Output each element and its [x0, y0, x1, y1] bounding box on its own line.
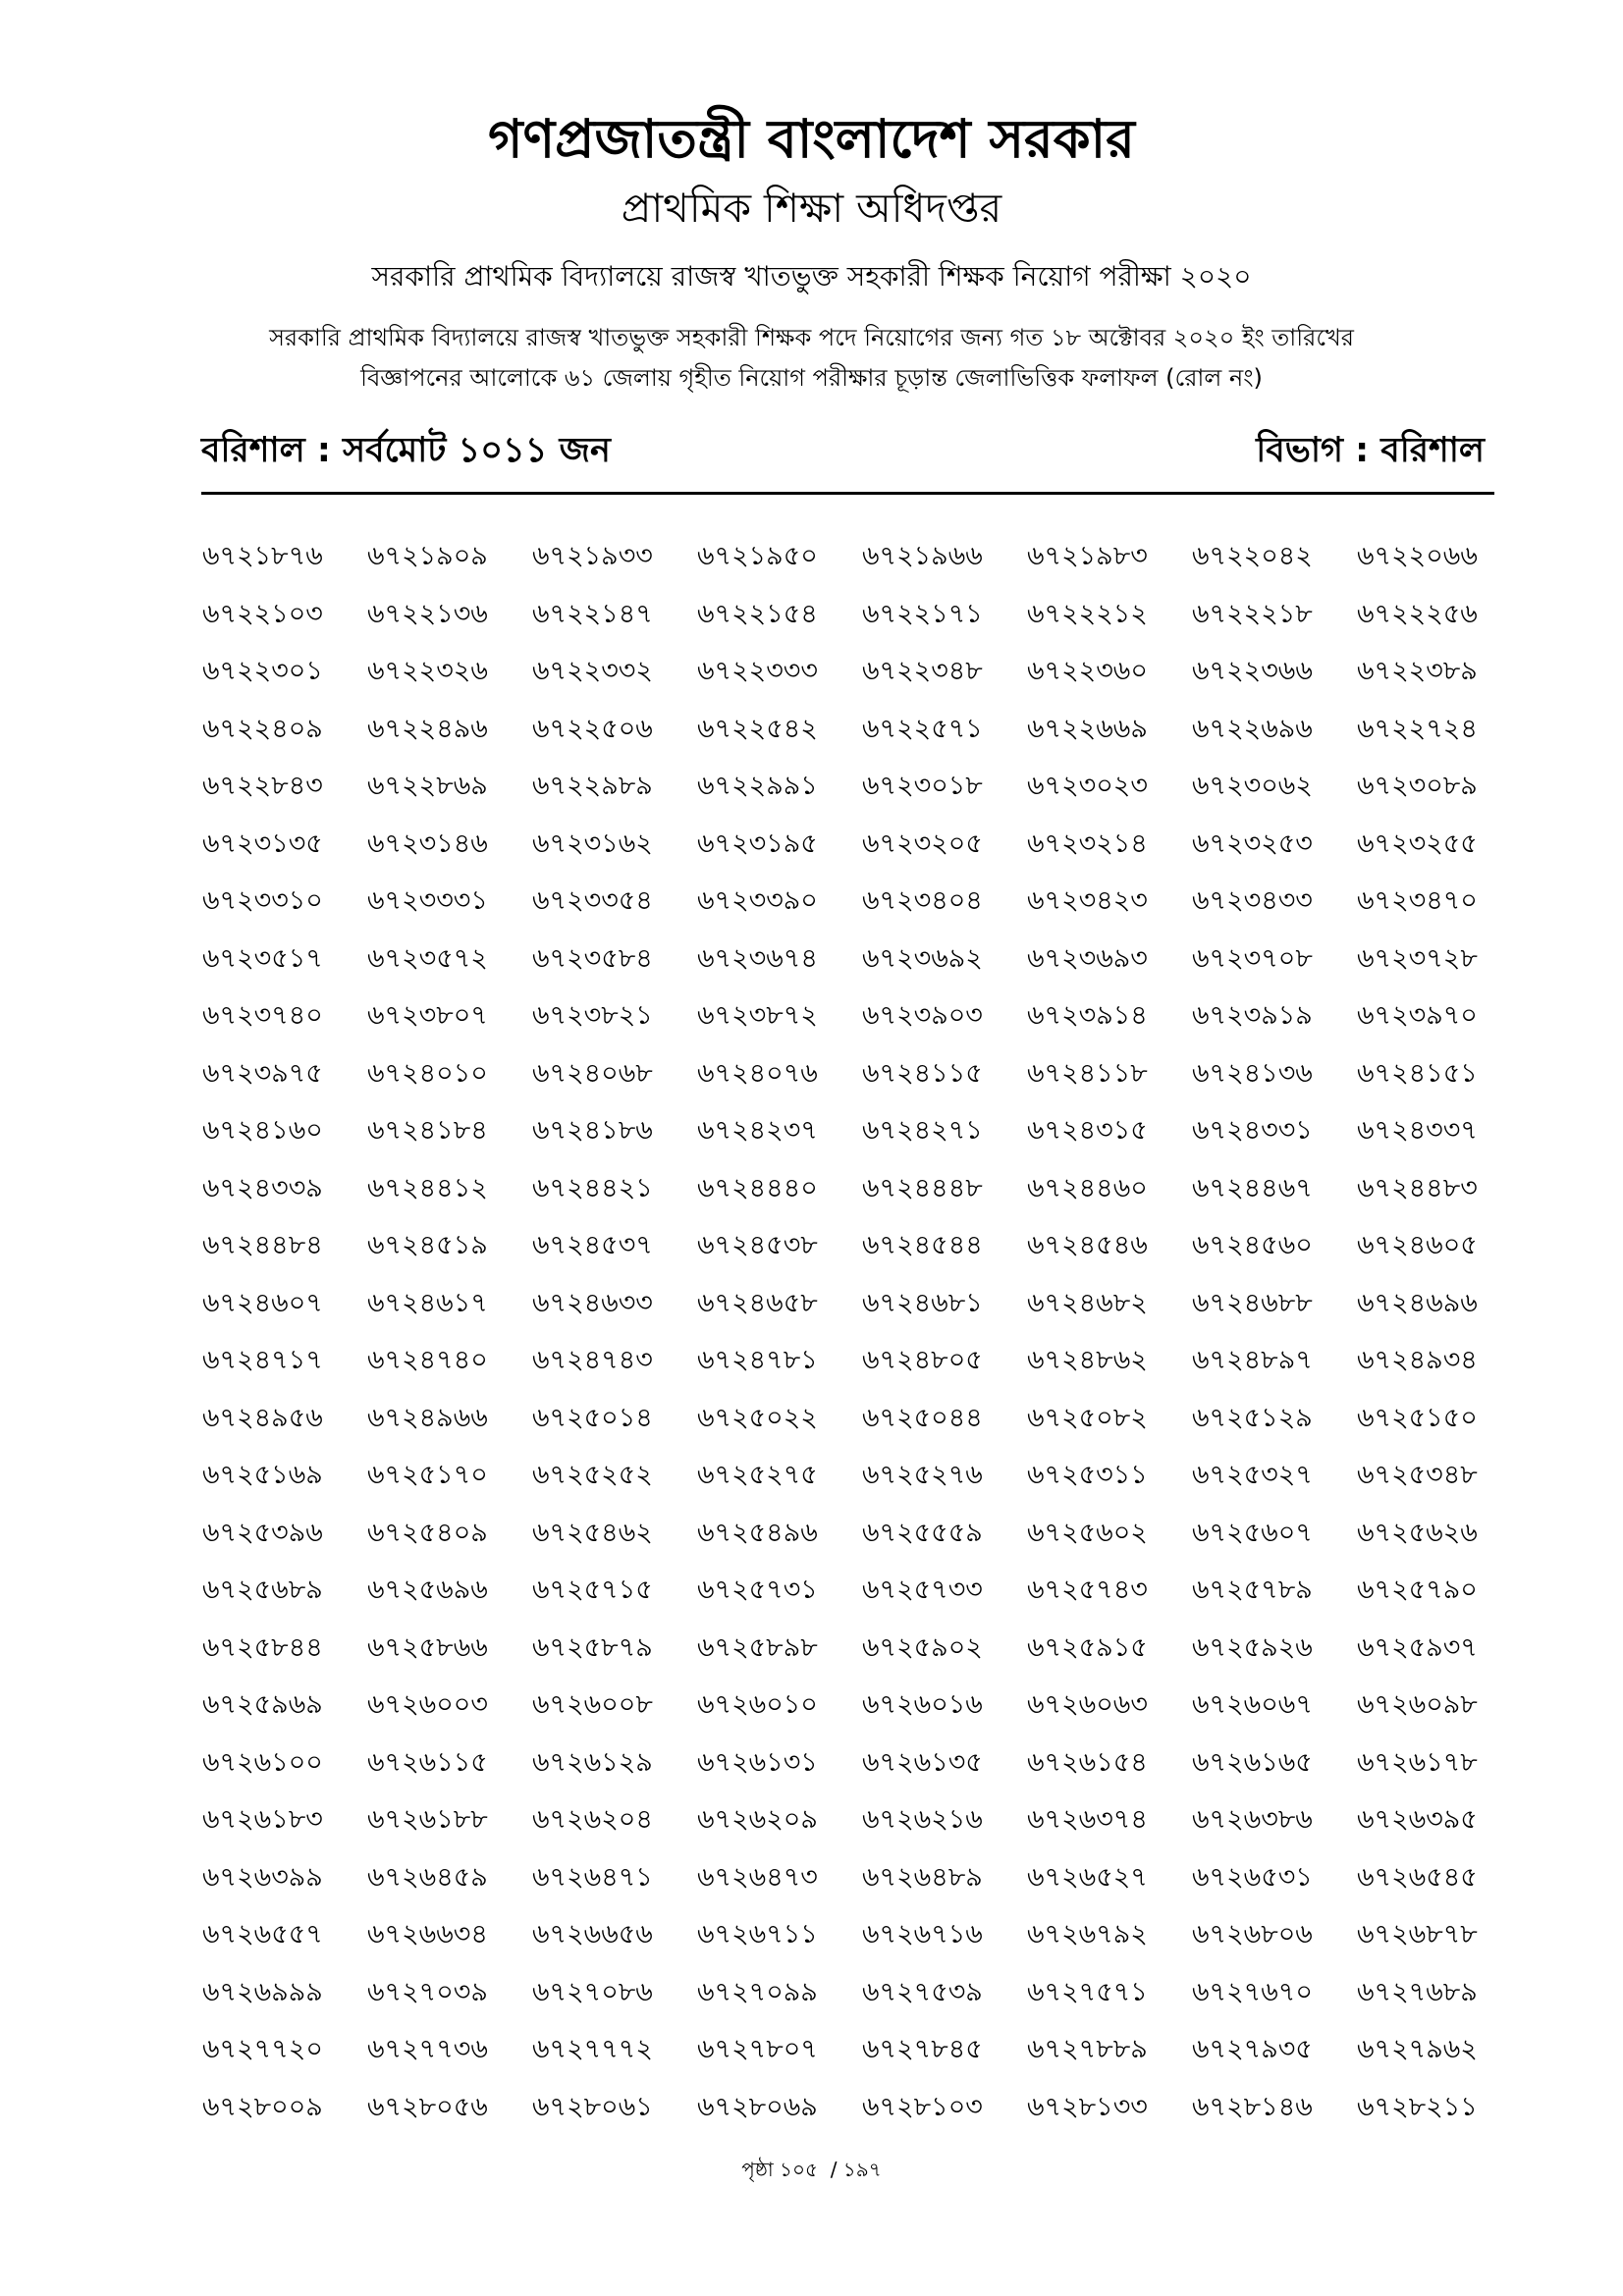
roll-number: ৬৭২৬০০৩	[367, 1689, 488, 1720]
roll-number: ৬৭২৬৪৫৯	[367, 1861, 488, 1893]
roll-number: ৬৭২৬৮৭৮	[1357, 1919, 1478, 1949]
roll-number: ৬৭২৩৫১৭	[202, 942, 323, 974]
roll-row	[202, 1620, 1522, 1678]
roll-number: ৬৭২৬৫৫৭	[202, 1919, 323, 1949]
roll-number: ৬৭২৫৯০২	[862, 1631, 983, 1663]
roll-number: ৬৭২২৩৮৯	[1357, 656, 1478, 686]
roll-number: ৬৭২৮১৪৬	[1192, 2091, 1313, 2122]
roll-row	[202, 1505, 1522, 1563]
roll-number: ৬৭২৬১৩৫	[862, 1746, 983, 1778]
roll-number: ৬৭২২৯৮৯	[532, 771, 653, 801]
roll-number: ৬৭২৫৬২৬	[1357, 1517, 1478, 1548]
roll-number: ৬৭২৩৫৭২	[367, 942, 488, 974]
roll-number: ৬৭২২২১৮	[1192, 598, 1313, 629]
roll-number: ৬৭২২৭২৪	[1357, 713, 1478, 744]
roll-number: ৬৭২৫৮৭৯	[532, 1631, 653, 1663]
roll-number: ৬৭২৩১৩৫	[202, 828, 323, 859]
roll-number: ৬৭২৫১৫০	[1357, 1402, 1478, 1433]
roll-number: ৬৭২১৮৭৬	[202, 541, 323, 571]
roll-number: ৬৭২৬৫৩১	[1192, 1861, 1313, 1893]
roll-number: ৬৭২৪১১৮	[1027, 1057, 1148, 1089]
roll-row	[202, 1791, 1522, 1849]
roll-number: ৬৭২২৩৬৬	[1192, 656, 1313, 686]
roll-number: ৬৭২৪৩৩৯	[202, 1172, 323, 1203]
roll-number: ৬৭২৬৩৮৬	[1192, 1804, 1313, 1835]
roll-number: ৬৭২৫১৭০	[367, 1460, 488, 1490]
roll-number: ৬৭২৫৩৪৮	[1357, 1460, 1478, 1490]
roll-number: ৬৭২৩৭২৮	[1357, 942, 1478, 974]
roll-number: ৬৭২৪৪৬০	[1027, 1172, 1148, 1203]
roll-number: ৬৭২২৩৩৩	[697, 656, 818, 686]
roll-number: ৬৭২৭৯৬২	[1357, 2034, 1478, 2064]
roll-number: ৬৭২৪৬৫৮	[697, 1287, 818, 1318]
roll-number: ৬৭২৭০৮৬	[532, 1976, 653, 2007]
roll-number: ৬৭২৩৯৭০	[1357, 1000, 1478, 1031]
roll-number: ৬৭২৬৪৭১	[532, 1861, 653, 1893]
roll-number: ৬৭২৪১৮৬	[532, 1115, 653, 1146]
roll-number: ৬৭২১৯৬৬	[862, 541, 983, 571]
roll-number: ৬৭২৩৩৫৪	[532, 885, 653, 916]
roll-number: ৬৭২৫৭৮৯	[1192, 1575, 1313, 1605]
roll-number: ৬৭২৪৫৩৭	[532, 1230, 653, 1260]
roll-number: ৬৭২৩৬৯২	[862, 942, 983, 974]
roll-number: ৬৭২৪৪২১	[532, 1172, 653, 1203]
roll-number: ৬৭২৫৭৩১	[697, 1575, 818, 1605]
roll-number: ৬৭২৫৫৫৯	[862, 1517, 983, 1548]
roll-number: ৬৭২৩০৬২	[1192, 771, 1313, 801]
roll-row	[202, 2079, 1522, 2137]
roll-row	[202, 1562, 1522, 1620]
roll-number: ৬৭২৪৯৫৬	[202, 1402, 323, 1433]
roll-number: ৬৭২৫৭৪৩	[1027, 1575, 1148, 1605]
roll-number: ৬৭২৪৬১৭	[367, 1287, 488, 1318]
roll-number: ৬৭২৭৭৭২	[532, 2034, 653, 2064]
roll-number: ৬৭২২৩৪৮	[862, 656, 983, 686]
roll-row	[202, 931, 1522, 988]
roll-number: ৬৭২৬১৭৮	[1357, 1746, 1478, 1778]
roll-row	[202, 643, 1522, 701]
roll-number: ৬৭২৩৯৭৫	[202, 1057, 323, 1089]
roll-number: ৬৭২৬৬৫৬	[532, 1919, 653, 1949]
roll-number: ৬৭২২৬৯৬	[1192, 713, 1313, 744]
roll-number: ৬৭২৩০১৮	[862, 771, 983, 801]
roll-number: ৬৭২৭৭৩৬	[367, 2034, 488, 2064]
roll-number: ৬৭২৪৫৪৪	[862, 1230, 983, 1260]
roll-number: ৬৭২৬৩৯৫	[1357, 1804, 1478, 1835]
roll-row	[202, 1906, 1522, 1964]
roll-row	[202, 1390, 1522, 1448]
roll-number: ৬৭২৩৯১৪	[1027, 1000, 1148, 1031]
roll-number: ৬৭২৩৯১৯	[1192, 1000, 1313, 1031]
roll-number: ৬৭২৪৩১৫	[1027, 1115, 1148, 1146]
roll-number: ৬৭২৪৭১৭	[202, 1345, 323, 1375]
roll-number: ৬৭২৩৪২৩	[1027, 885, 1148, 916]
roll-number: ৬৭২৮০৫৬	[367, 2091, 488, 2122]
roll-number: ৬৭২২৪৯৬	[367, 713, 488, 744]
roll-number: ৬৭২৭৫৭১	[1027, 1976, 1148, 2007]
roll-number: ৬৭২৫০১৪	[532, 1402, 653, 1433]
roll-number: ৬৭২৫৬৮৯	[202, 1575, 323, 1605]
roll-number: ৬৭২২৯৯১	[697, 771, 818, 801]
roll-number: ৬৭২৫০৮২	[1027, 1402, 1148, 1433]
page-number: পৃষ্ঠা ১০৫ / ১৯৭	[741, 2158, 882, 2181]
roll-number: ৬৭২৬০৬৩	[1027, 1689, 1148, 1720]
roll-number: ৬৭২৪৭৪৩	[532, 1345, 653, 1375]
roll-number: ৬৭২৫৬০২	[1027, 1517, 1148, 1548]
roll-number: ৬৭২৫৮৬৬	[367, 1631, 488, 1663]
roll-number: ৬৭২৪৭৮১	[697, 1345, 818, 1375]
roll-number: ৬৭২৩১৯৫	[697, 828, 818, 859]
roll-number: ৬৭২৪৫১৯	[367, 1230, 488, 1260]
roll-row	[202, 1677, 1522, 1735]
roll-number: ৬৭২৬১১৫	[367, 1746, 488, 1778]
roll-number: ৬৭২২৫৭১	[862, 713, 983, 744]
roll-number: ৬৭২৪৪৪০	[697, 1172, 818, 1203]
roll-number: ৬৭২৫৩৯৬	[202, 1517, 323, 1548]
roll-number: ৬৭২৬৩৭৪	[1027, 1804, 1148, 1835]
roll-number: ৬৭২৪১১৫	[862, 1057, 983, 1089]
roll-number: ৬৭২২১৭১	[862, 598, 983, 629]
roll-number: ৬৭২৭৮০৭	[697, 2034, 818, 2064]
roll-number: ৬৭২৩০৮৯	[1357, 771, 1478, 801]
roll-number: ৬৭২৬১৮৩	[202, 1804, 323, 1835]
roll-number: ৬৭২৪১৬০	[202, 1115, 323, 1146]
roll-number: ৬৭২৩৭০৮	[1192, 942, 1313, 974]
roll-row	[202, 1102, 1522, 1160]
roll-number: ৬৭২৫৬০৭	[1192, 1517, 1313, 1548]
roll-number: ৬৭২৬২১৬	[862, 1804, 983, 1835]
roll-number: ৬৭২২৩৩২	[532, 656, 653, 686]
roll-row	[202, 1964, 1522, 2022]
roll-number: ৬৭২৪৫৩৮	[697, 1230, 818, 1260]
roll-number: ৬৭২৬৭৯২	[1027, 1919, 1148, 1949]
roll-row	[202, 1275, 1522, 1333]
roll-number: ৬৭২৫৪০৯	[367, 1517, 488, 1548]
roll-number: ৬৭২৬৯৯৯	[202, 1976, 323, 2007]
notice-line-2: বিজ্ঞাপনের আলোকে ৬১ জেলায় গৃহীত নিয়োগ পরীক্ষার চূড়ান্ত জেলাভিত্তিক ফলাফল (রোল নং)	[360, 364, 1263, 392]
roll-number: ৬৭২৪৬৮২	[1027, 1287, 1148, 1318]
roll-number: ৬৭২৫৮৪৪	[202, 1631, 323, 1663]
roll-number: ৬৭২৪৬৮১	[862, 1287, 983, 1318]
roll-number: ৬৭২৩২১৪	[1027, 828, 1148, 859]
roll-number: ৬৭২৬১৫৪	[1027, 1746, 1148, 1778]
division-heading: বিভাগ : বরিশাল	[1256, 431, 1485, 470]
roll-number: ৬৭২৪১৩৬	[1192, 1057, 1313, 1089]
roll-number: ৬৭২২৮৬৯	[367, 771, 488, 801]
roll-number: ৬৭২৩৭৪০	[202, 1000, 323, 1031]
roll-number: ৬৭২৪৩৩১	[1192, 1115, 1313, 1146]
roll-number: ৬৭২৫১৬৯	[202, 1460, 323, 1490]
roll-number: ৬৭২১৯৮৩	[1027, 541, 1148, 571]
roll-number: ৬৭২৮১০৩	[862, 2091, 983, 2122]
roll-number: ৬৭২২৫০৬	[532, 713, 653, 744]
roll-number: ৬৭২২০৪২	[1192, 541, 1313, 571]
roll-number: ৬৭২৪৬০৫	[1357, 1230, 1478, 1260]
roll-number: ৬৭২৫২৭৫	[697, 1460, 818, 1490]
roll-number: ৬৭২৩০২৩	[1027, 771, 1148, 801]
roll-number: ৬৭২৫৩২৭	[1192, 1460, 1313, 1490]
roll-number: ৬৭২৫০২২	[697, 1402, 818, 1433]
roll-row	[202, 816, 1522, 874]
roll-number: ৬৭২৩২০৫	[862, 828, 983, 859]
roll-number: ৬৭২৪৮৬২	[1027, 1345, 1148, 1375]
roll-number: ৬৭২৭৮৪৫	[862, 2034, 983, 2064]
roll-number: ৬৭২৫৭১৫	[532, 1575, 653, 1605]
roll-number: ৬৭২৩৩৯০	[697, 885, 818, 916]
roll-number: ৬৭২৪৬৩৩	[532, 1287, 653, 1318]
roll-number: ৬৭২৪৬০৭	[202, 1287, 323, 1318]
roll-number: ৬৭২৩১৬২	[532, 828, 653, 859]
roll-number: ৬৭২৭৫৩৯	[862, 1976, 983, 2007]
roll-row	[202, 528, 1522, 586]
roll-row	[202, 2021, 1522, 2079]
roll-number: ৬৭২৫১২৯	[1192, 1402, 1313, 1433]
roll-number: ৬৭২৪৪৪৮	[862, 1172, 983, 1203]
roll-number: ৬৭২৫২৭৬	[862, 1460, 983, 1490]
roll-number: ৬৭২৫৪৬২	[532, 1517, 653, 1548]
roll-number: ৬৭২৪৫৬০	[1192, 1230, 1313, 1260]
roll-number: ৬৭২২১৪৭	[532, 598, 653, 629]
roll-number: ৬৭২৫৪৯৬	[697, 1517, 818, 1548]
roll-row	[202, 1217, 1522, 1275]
roll-number: ৬৭২৫৭৩৩	[862, 1575, 983, 1605]
roll-number: ৬৭২২২৫৬	[1357, 598, 1478, 629]
roll-number: ৬৭২৬১০০	[202, 1746, 323, 1778]
roll-number: ৬৭২৫৯৩৭	[1357, 1631, 1478, 1663]
roll-number: ৬৭২৬১৩১	[697, 1746, 818, 1778]
roll-number: ৬৭২৮০০৯	[202, 2091, 323, 2122]
roll-number: ৬৭২৭০৯৯	[697, 1976, 818, 2007]
roll-number: ৬৭২৪০৬৮	[532, 1057, 653, 1089]
roll-number: ৬৭২২১০৩	[202, 598, 323, 629]
roll-number: ৬৭২৩৪০৪	[862, 885, 983, 916]
roll-number: ৬৭২৬০০৮	[532, 1689, 653, 1720]
roll-number: ৬৭২৮২১১	[1357, 2091, 1478, 2122]
roll-row	[202, 1160, 1522, 1218]
roll-number: ৬৭২৪২৩৭	[697, 1115, 818, 1146]
roll-number: ৬৭২৮০৬১	[532, 2091, 653, 2122]
roll-number: ৬৭২৭৬৮৯	[1357, 1976, 1478, 2007]
roll-number: ৬৭২৪৬৯৬	[1357, 1287, 1478, 1318]
roll-number: ৬৭২৬৭১১	[697, 1919, 818, 1949]
roll-number: ৬৭২৪৬৮৮	[1192, 1287, 1313, 1318]
roll-number: ৬৭২৪১৫১	[1357, 1057, 1478, 1089]
roll-row	[202, 873, 1522, 931]
roll-number: ৬৭২৫২৫২	[532, 1460, 653, 1490]
roll-number: ৬৭২৬৪৭৩	[697, 1861, 818, 1893]
roll-number: ৬৭২৬৮০৬	[1192, 1919, 1313, 1949]
roll-row	[202, 1849, 1522, 1907]
roll-number: ৬৭২৪৪৬৭	[1192, 1172, 1313, 1203]
roll-number: ৬৭২২৫৪২	[697, 713, 818, 744]
roll-number: ৬৭২২০৬৬	[1357, 541, 1478, 571]
roll-number: ৬৭২৭৯৩৫	[1192, 2034, 1313, 2064]
roll-number: ৬৭২২৮৪৩	[202, 771, 323, 801]
roll-number: ৬৭২৩৬৯৩	[1027, 942, 1148, 974]
roll-number: ৬৭২৩৮২১	[532, 1000, 653, 1031]
roll-row	[202, 1735, 1522, 1792]
roll-number: ৬৭২৬০১০	[697, 1689, 818, 1720]
roll-number: ৬৭২৫৩১১	[1027, 1460, 1148, 1490]
roll-number: ৬৭২১৯০৯	[367, 541, 488, 571]
roll-row	[202, 758, 1522, 816]
roll-number: ৬৭২৬০৬৭	[1192, 1689, 1313, 1720]
roll-number: ৬৭২৬১৮৮	[367, 1804, 488, 1835]
roll-number: ৬৭২৩৬৭৪	[697, 942, 818, 974]
roll-number: ৬৭২৩৮০৭	[367, 1000, 488, 1031]
roll-number: ৬৭২৪১৮৪	[367, 1115, 488, 1146]
roll-number: ৬৭২৪৪১২	[367, 1172, 488, 1203]
roll-row	[202, 988, 1522, 1045]
roll-number: ৬৭২৬৫৪৫	[1357, 1861, 1478, 1893]
roll-number: ৬৭২২১৩৬	[367, 598, 488, 629]
roll-number-table	[202, 528, 1522, 2136]
roll-number: ৬৭২২৪০৯	[202, 713, 323, 744]
roll-number: ৬৭২২৩০১	[202, 656, 323, 686]
roll-number: ৬৭২৪৮৯৭	[1192, 1345, 1313, 1375]
roll-number: ৬৭২৪৩৩৭	[1357, 1115, 1478, 1146]
roll-number: ৬৭২৪৪৮৩	[1357, 1172, 1478, 1203]
roll-number: ৬৭২৪২৭১	[862, 1115, 983, 1146]
roll-number: ৬৭২৬৬৩৪	[367, 1919, 488, 1949]
roll-number: ৬৭২২৩৬০	[1027, 656, 1148, 686]
roll-number: ৬৭২৪৯৩৪	[1357, 1345, 1478, 1375]
roll-number: ৬৭২৭০৩৯	[367, 1976, 488, 2007]
roll-row	[202, 586, 1522, 644]
roll-number: ৬৭২৪৪৮৪	[202, 1230, 323, 1260]
roll-number: ৬৭২৫৭৯০	[1357, 1575, 1478, 1605]
roll-number: ৬৭২৬৫২৭	[1027, 1861, 1148, 1893]
roll-number: ৬৭২৬২০৪	[532, 1804, 653, 1835]
roll-number: ৬৭২৬৩৯৯	[202, 1861, 323, 1893]
roll-row	[202, 1045, 1522, 1103]
roll-number: ৬৭২৪৮০৫	[862, 1345, 983, 1375]
roll-number: ৬৭২৬১২৯	[532, 1746, 653, 1778]
roll-number: ৬৭২৩৪৭০	[1357, 885, 1478, 916]
roll-number: ৬৭২৪৭৪০	[367, 1345, 488, 1375]
roll-number: ৬৭২২২১২	[1027, 598, 1148, 629]
roll-number: ৬৭২৩৩৩১	[367, 885, 488, 916]
roll-number: ৬৭২৪০৭৬	[697, 1057, 818, 1089]
roll-row	[202, 1447, 1522, 1505]
notice-line-1: সরকারি প্রাথমিক বিদ্যালয়ে রাজস্ব খাতভুক্ত সহকারী শিক্ষক পদে নিয়োগের জন্য গত ১৮ অক্টোবর ২০২০ ইং তারিখের	[269, 324, 1354, 351]
roll-row	[202, 701, 1522, 759]
roll-number: ৬৭২৫৯১৫	[1027, 1631, 1148, 1663]
roll-number: ৬৭২৬১৬৫	[1192, 1746, 1313, 1778]
exam-title: সরকারি প্রাথমিক বিদ্যালয়ে রাজস্ব খাতভুক্ত সহকারী শিক্ষক নিয়োগ পরীক্ষা ২০২০	[371, 260, 1252, 293]
department-title: প্রাথমিক শিক্ষা অধিদপ্তর	[621, 185, 1002, 232]
roll-number: ৬৭২৪৯৬৬	[367, 1402, 488, 1433]
roll-number: ৬৭২৫৬৯৬	[367, 1575, 488, 1605]
roll-number: ৬৭২২৩২৬	[367, 656, 488, 686]
roll-number: ৬৭২৩২৫৩	[1192, 828, 1313, 859]
roll-number: ৬৭২৩৮৭২	[697, 1000, 818, 1031]
roll-number: ৬৭২৬৪৮৯	[862, 1861, 983, 1893]
roll-number: ৬৭২৬২০৯	[697, 1804, 818, 1835]
roll-number: ৬৭২৫০৪৪	[862, 1402, 983, 1433]
district-total-heading: বরিশাল : সর্বমোট ১০১১ জন	[201, 431, 611, 470]
roll-number: ৬৭২৬৭১৬	[862, 1919, 983, 1949]
roll-number: ৬৭২৮১৩৩	[1027, 2091, 1148, 2122]
roll-number: ৬৭২১৯৫০	[697, 541, 818, 571]
roll-number: ৬৭২১৯৩৩	[532, 541, 653, 571]
roll-number: ৬৭২৩১৪৬	[367, 828, 488, 859]
roll-number: ৬৭২৫৮৯৮	[697, 1631, 818, 1663]
roll-number: ৬৭২৩৯০৩	[862, 1000, 983, 1031]
roll-number: ৬৭২২৬৬৯	[1027, 713, 1148, 744]
roll-number: ৬৭২৮০৬৯	[697, 2091, 818, 2122]
roll-number: ৬৭২৩৪৩৩	[1192, 885, 1313, 916]
roll-number: ৬৭২৭৭২০	[202, 2034, 323, 2064]
header-divider	[201, 492, 1494, 495]
roll-number: ৬৭২৪৫৪৬	[1027, 1230, 1148, 1260]
roll-number: ৬৭২৩৩১০	[202, 885, 323, 916]
roll-number: ৬৭২৭৮৮৯	[1027, 2034, 1148, 2064]
roll-number: ৬৭২৬০৯৮	[1357, 1689, 1478, 1720]
roll-number: ৬৭২২১৫৪	[697, 598, 818, 629]
roll-number: ৬৭২৭৬৭০	[1192, 1976, 1313, 2007]
roll-number: ৬৭২৫৯৬৯	[202, 1689, 323, 1720]
roll-number: ৬৭২৬০১৬	[862, 1689, 983, 1720]
government-title: গণপ্রজাতন্ত্রী বাংলাদেশ সরকার	[488, 108, 1135, 170]
roll-number: ৬৭২৫৯২৬	[1192, 1631, 1313, 1663]
roll-number: ৬৭২৩৫৮৪	[532, 942, 653, 974]
roll-number: ৬৭২৪০১০	[367, 1057, 488, 1089]
roll-number: ৬৭২৩২৫৫	[1357, 828, 1478, 859]
roll-row	[202, 1332, 1522, 1390]
